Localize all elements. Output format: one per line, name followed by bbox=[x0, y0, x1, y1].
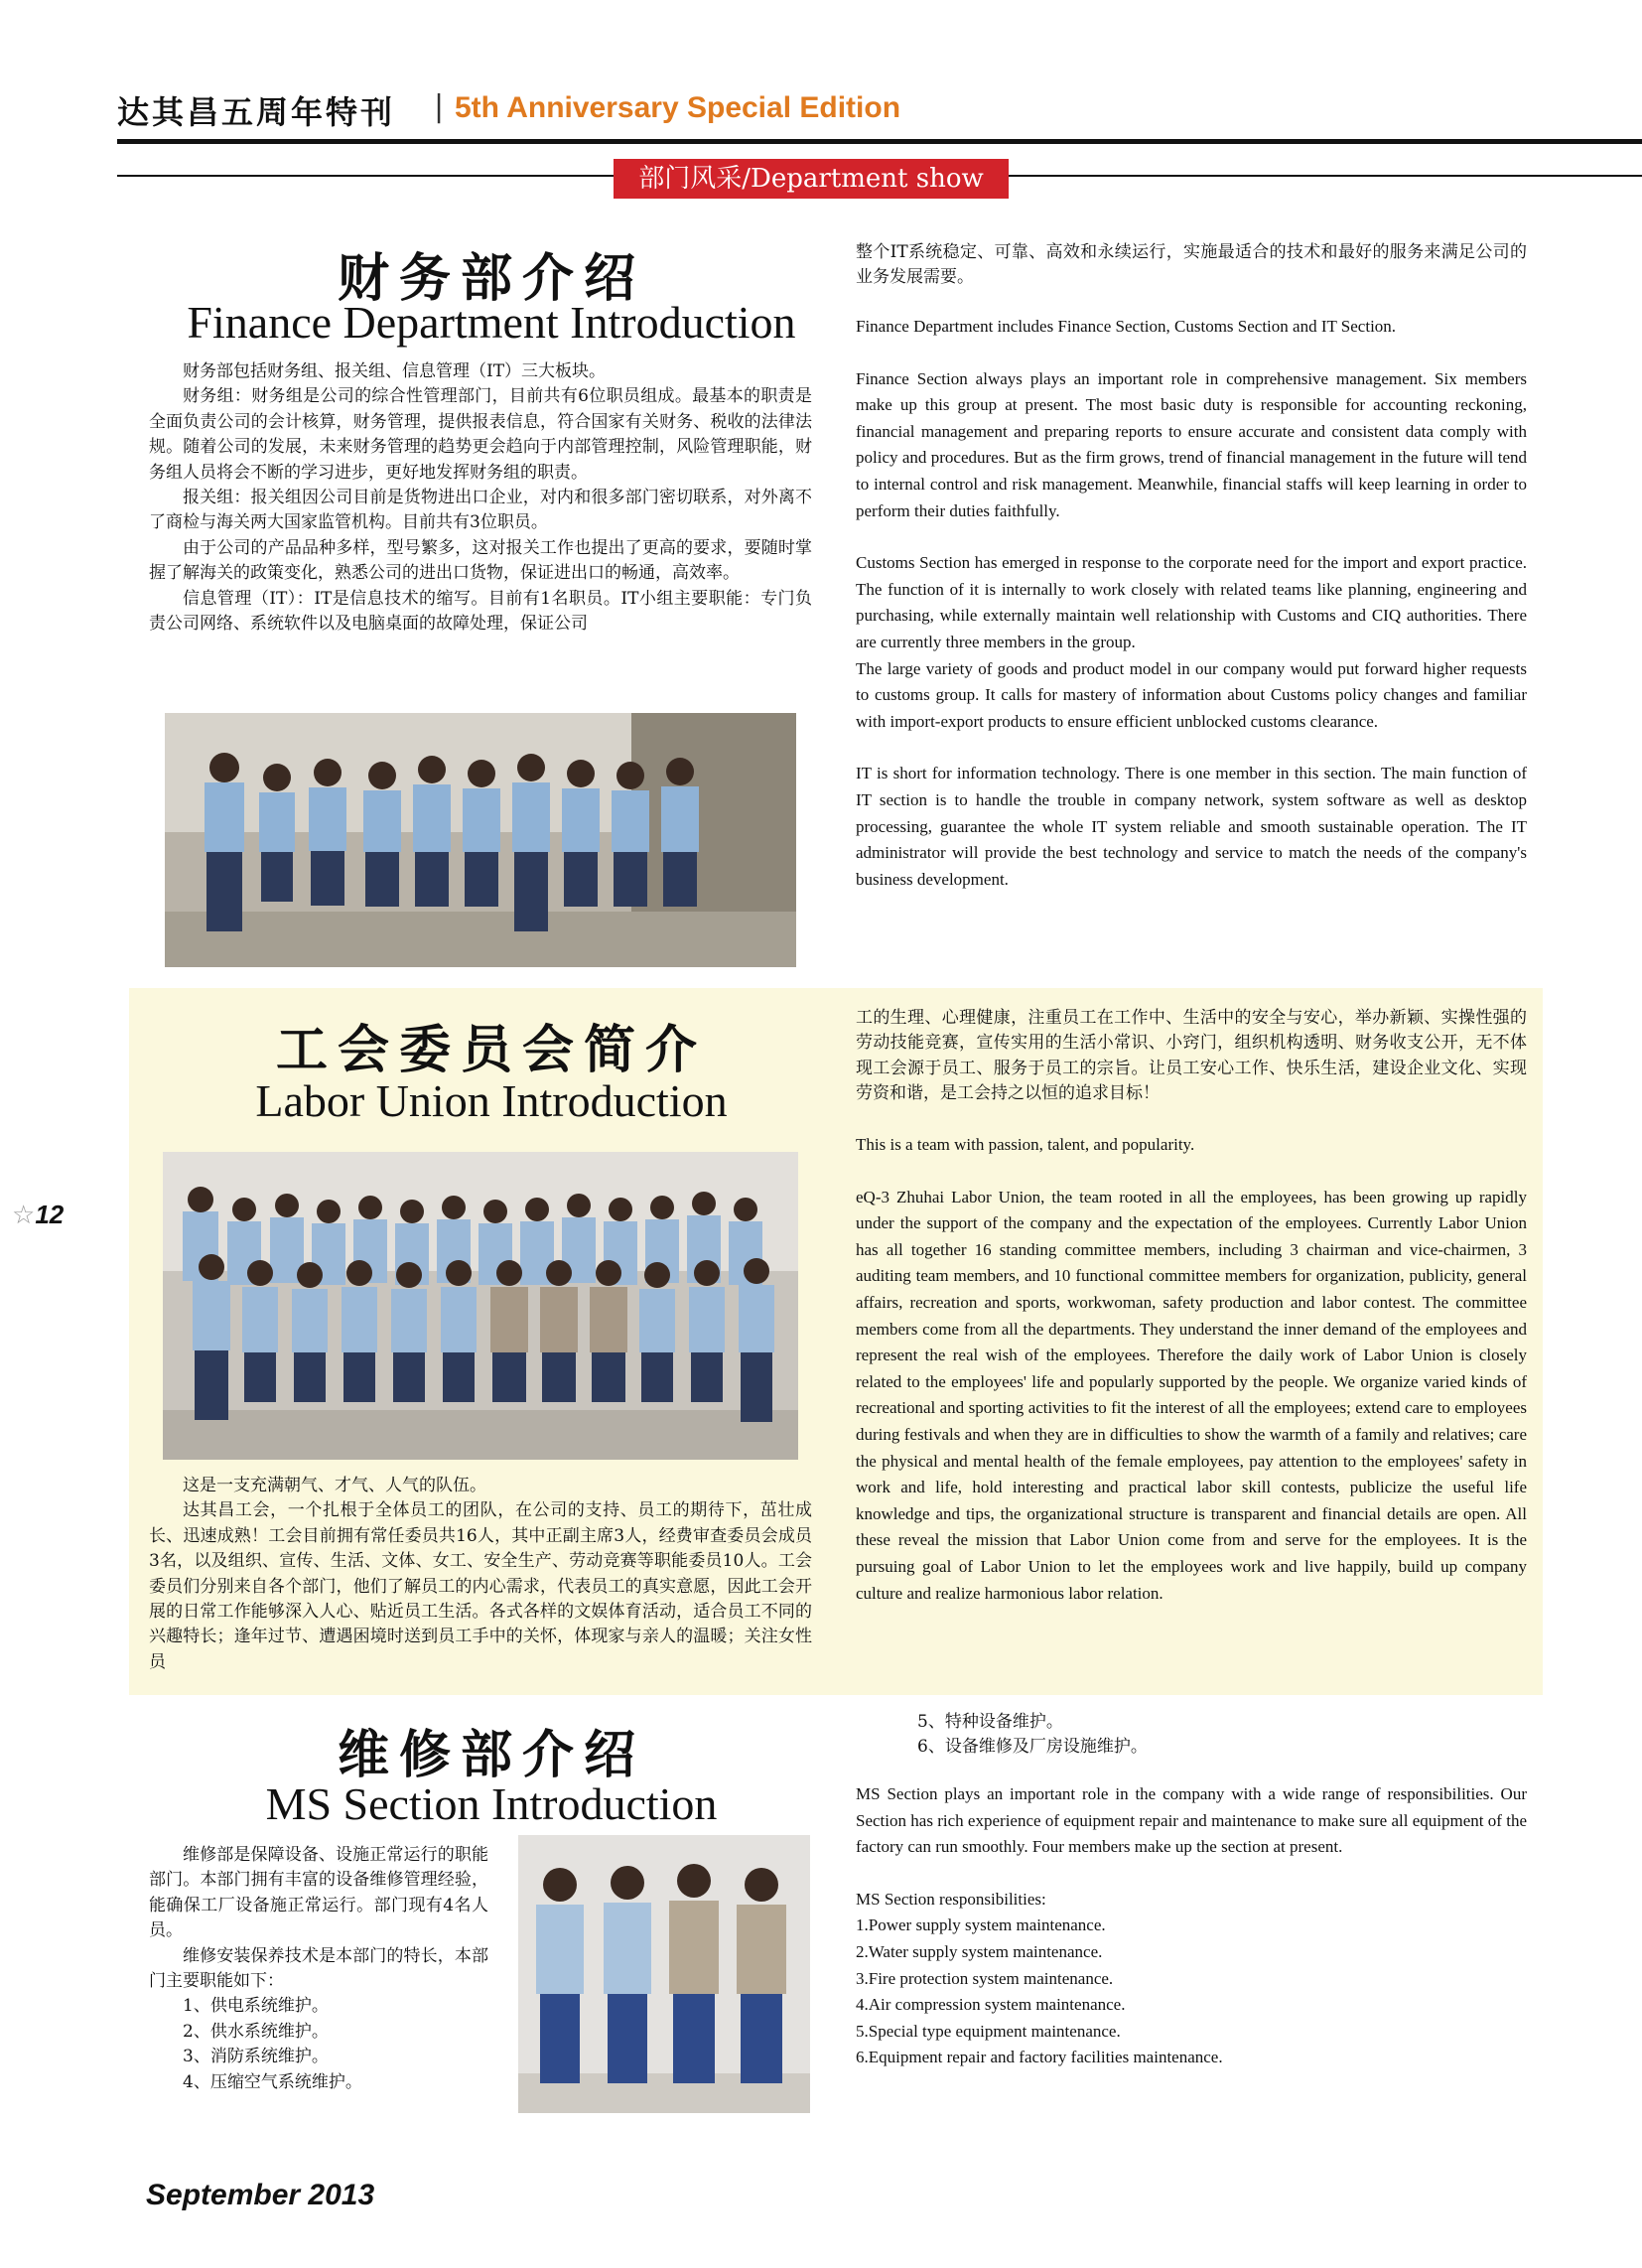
issue-date: September 2013 bbox=[146, 2179, 375, 2211]
finance-en-p1: Finance Department includes Finance Section, Customs Section and IT Section. bbox=[856, 317, 1397, 336]
ms-cn-intro: 维修部是保障设备、设施正常运行的职能部门。本部门拥有丰富的设备维修管理经验，能确保工厂设备施正常运行。部门现有4名人员。 bbox=[149, 1845, 488, 1941]
union-title-cn: 工会委员会简介 bbox=[275, 1020, 707, 1080]
ms-title-en: MS Section Introduction bbox=[265, 1778, 718, 1829]
page-number-value: 12 bbox=[35, 1200, 65, 1229]
finance-cn-p3: 报关组：报关组因公司目前是货物进出口企业，对内和很多部门密切联系，对外离不了商检与海关两大国家监管机构。目前共有3位职员。 bbox=[149, 488, 812, 533]
labor-union-team-photo bbox=[163, 1152, 798, 1460]
ms-en-list-item: 2.Water supply system maintenance. bbox=[856, 1941, 1103, 1961]
magazine-title-en: 5th Anniversary Special Edition bbox=[455, 91, 901, 124]
finance-en-p4: The large variety of goods and product model in our company would put forward higher requests to customs group. It calls for mastery of information about Customs policy changes and familiar with import-export products to ensure efficient unblocked customs clearance. bbox=[856, 658, 1527, 731]
ms-en-list-item: 5.Special type equipment maintenance. bbox=[856, 2021, 1121, 2041]
ms-en-intro: MS Section plays an important role in the company with a wide range of responsibilities. Our Section has rich experience of equipment repair and maintenance to make sure all equipment of the factory can run smoothly. Four members make up the section at present. bbox=[856, 1784, 1527, 1857]
ms-cn-list-item: 3、消防系统维护。 bbox=[183, 2047, 329, 2067]
finance-cn-continued: 整个IT系统稳定、可靠、高效和永续运行，实施最适合的技术和最好的服务来满足公司的业务发展需要。 bbox=[856, 242, 1527, 288]
finance-title-cn: 财务部介绍 bbox=[337, 248, 645, 309]
ms-en-list-item: 3.Fire protection system maintenance. bbox=[856, 1968, 1114, 1988]
ms-en-resp-title: MS Section responsibilities: bbox=[856, 1889, 1046, 1909]
ms-cn-list-item: 2、供水系统维护。 bbox=[183, 2021, 329, 2042]
finance-cn-p1: 财务部包括财务组、报关组、信息管理（IT）三大板块。 bbox=[183, 361, 607, 381]
finance-cn-p5: 信息管理（IT）：IT是信息技术的缩写。目前有1名职员。IT小组主要职能：专门负责公司网络、系统软件以及电脑桌面的故障处理，保证公司 bbox=[149, 588, 812, 635]
ms-en-list-item: 6.Equipment repair and factory facilities maintenance. bbox=[856, 2048, 1223, 2067]
finance-cn-p2: 财务组：财务组是公司的综合性管理部门，目前共有6位职员组成。最基本的职责是全面负责公司的会计核算，财务管理，提供报表信息，符合国家有关财务、税收的法律法规。随着公司的发展，未来财务管理的趋势更会趋向于内部管理控制，风险管理职能，财务组人员将会不断的学习进步，更好地发挥财务组的职责。 bbox=[149, 386, 812, 483]
finance-en-p5: IT is short for information technology. There is one member in this section. The main function of IT section is to handle the trouble in company network, system software as well as desktop processing, guarantee the whole IT system reliable and smooth sustainable operation. The IT administrator will provide the best technology and service to match the needs of the company's business development. bbox=[856, 764, 1527, 889]
ms-team-photo bbox=[518, 1835, 810, 2113]
header-separator: | bbox=[434, 89, 445, 124]
finance-title-en: Finance Department Introduction bbox=[187, 297, 796, 348]
ms-cn-list-continued bbox=[884, 1710, 1479, 1761]
union-en-p2: eQ-3 Zhuhai Labor Union, the team rooted in all the employees, has been growing up rapidly under the support of the company and the expectation of the employees. Currently Labor Union has all together 16 standing committee members, including 3 chairman and vice-chairmen, 3 auditing team members, and 10 functional committee members for organization, publicity, general affairs, recreation and sports, workwoman, safety production and labor contest. The committee members come from all the departments. They understand the inner demand of the employees and represent the real wish of the employees. Therefore the daily work of Labor Union is closely related to the employees' life and popularly supported by the people. We organize varied kinds of recreational and sporting activities to fit the interest of all the employees; extend care to employees during festivals and when they are in difficulties to show the warmth of a family and relatives; care the physical and mental health of the female employees, pay attention to the employees' safety in work and life, hold interesting and practical labor skill contests, publicize the useful life knowledge and tips, the organizational structure is transparent and financial details are open. All these reveal the mission that Labor Union come from and serve for the employees. It is the pursuing goal of Labor Union to let the employees work and live happily, build up company culture and realize harmonious labor relation. bbox=[856, 1187, 1527, 1603]
ms-en-text bbox=[856, 1781, 1527, 2071]
ms-en-list-item: 1.Power supply system maintenance. bbox=[856, 1915, 1106, 1935]
union-cn-continued: 工的生理、心理健康，注重员工在工作中、生活中的安全与安心，举办新颖、实操性强的劳动技能竞赛，宣传实用的生活小常识、小窍门，组织机构透明、财务收支公开，无不体现工会源于员工、服务于员工的宗旨。让员工安心工作、快乐生活，建设企业文化、实现劳资和谐，是工会持之以恒的追求目标！ bbox=[856, 1008, 1527, 1104]
ms-cn-list-item: 5、特种设备维护。 bbox=[917, 1712, 1063, 1732]
union-cn-p2: 达其昌工会，一个扎根于全体员工的团队，在公司的支持、员工的期待下，茁壮成长、迅速成熟！工会目前拥有常任委员共16人，其中正副主席3人，经费审查委员会成员3名，以及组织、宣传、生活、文体、女工、安全生产、劳动竞赛等职能委员10人。工会委员们分别来自各个部门，他们了解员工的内心需求，代表员工的真实意愿，因此工会开展的日常工作能够深入人心、贴近员工生活。各式各样的文娱体育活动，适合员工不同的兴趣特长；逢年过节、遭遇困境时送到员工手中的关怀，体现家与亲人的温暖；关注女性员 bbox=[149, 1500, 812, 1672]
finance-en-p3: Customs Section has emerged in response to the corporate need for the import and export practice. The function of it is internally to work closely with related teams like planning, engineering and purchasing, while externally maintain well relationship with Customs and CIQ authorities. There are currently three members in the group. bbox=[856, 553, 1527, 651]
ms-cn-specialty: 维修安装保养技术是本部门的特长，本部门主要职能如下： bbox=[149, 1945, 488, 1992]
ms-title-cn: 维修部介绍 bbox=[337, 1725, 645, 1785]
ms-cn-list-item: 6、设备维修及厂房设施维护。 bbox=[917, 1737, 1148, 1758]
page-number bbox=[12, 1200, 64, 1230]
union-title-en: Labor Union Introduction bbox=[255, 1075, 728, 1126]
union-cn-text bbox=[149, 1474, 812, 1675]
finance-en-text bbox=[856, 314, 1527, 893]
union-en-text bbox=[856, 1132, 1527, 1607]
header-rule bbox=[117, 139, 1642, 144]
ms-cn-text bbox=[149, 1843, 488, 2095]
finance-cn-p4: 由于公司的产品品种多样，型号繁多，这对报关工作也提出了更高的要求，要随时掌握了解海关的政策变化，熟悉公司的进出口货物，保证进出口的畅通，高效率。 bbox=[149, 537, 812, 584]
star-icon: ☆ bbox=[12, 1200, 36, 1229]
finance-cn-text bbox=[149, 359, 812, 637]
ms-cn-list-item: 1、供电系统维护。 bbox=[183, 1996, 329, 2017]
finance-en-p2: Finance Section always plays an important role in comprehensive management. Six members make up this group at present. The most basic duty is responsible for accounting reckoning, financial management and preparing reports to ensure accurate and consistent data comply with policy and procedures. But as the firm grows, trend of financial management in the future will tend to internal control and risk management. Meanwhile, financial staffs will keep learning in order to perform their duties faithfully. bbox=[856, 368, 1527, 520]
ms-en-list-item: 4.Air compression system maintenance. bbox=[856, 1995, 1126, 2015]
magazine-title-cn: 达其昌五周年特刊 bbox=[117, 93, 396, 131]
department-show-banner: 部门风采/Department show bbox=[614, 159, 1009, 199]
finance-team-photo bbox=[165, 713, 796, 967]
ms-cn-list-item: 4、压缩空气系统维护。 bbox=[183, 2071, 362, 2092]
union-en-p1: This is a team with passion, talent, and popularity. bbox=[856, 1135, 1195, 1154]
union-cn-p1: 这是一支充满朝气、才气、人气的队伍。 bbox=[183, 1476, 486, 1495]
